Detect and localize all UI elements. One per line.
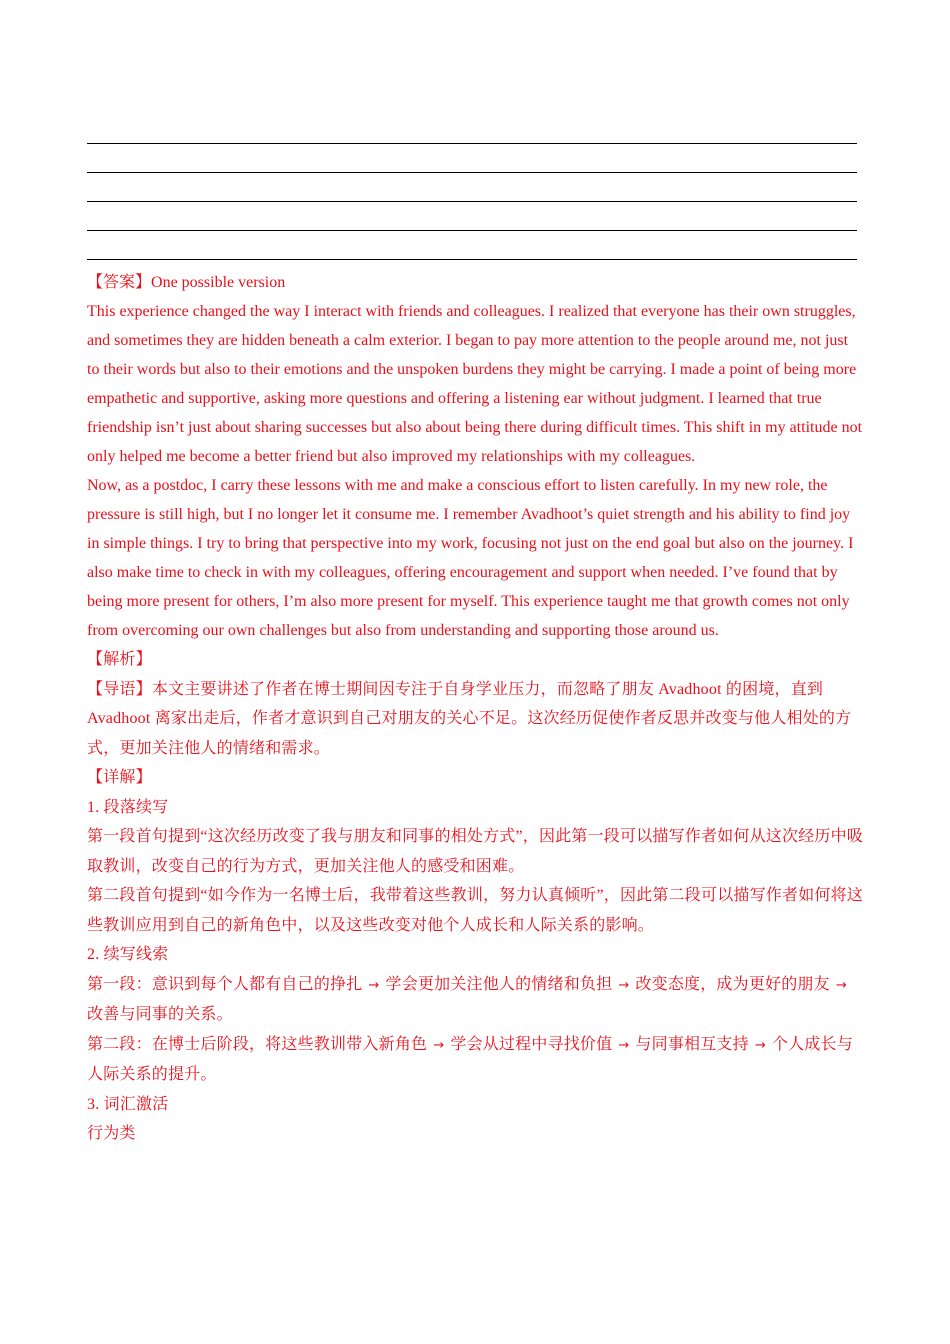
answer-paragraph-1: This experience changed the way I interact with friends and colleagues. I realized that everyone has their own struggles, and sometimes they are hidden beneath a calm exterior. I began to pay more attention to the people around me, not just to their words but also to their emotions and the unspoken burdens they might be carrying. I made a point of being more empathetic and supportive, asking more questions and offering a listening ear without judgment. I learned that true friendship isn’t just about sharing successes but also about being there during difficult times. This shift in my attitude not only helped me become a better friend but also improved my relationships with my colleagues. <box>87 303 863 465</box>
clue1-step: 学会更加关注他人的情绪和负担 <box>385 975 613 993</box>
detail-label: 【详解】 <box>87 769 152 786</box>
section3-title: 3. 词汇激活 <box>87 1095 169 1113</box>
arrow-icon: → <box>618 977 630 993</box>
analysis-label: 【解析】 <box>87 651 152 668</box>
clue1-step: 改变态度，成为更好的朋友 <box>635 975 830 993</box>
writing-line <box>87 172 857 173</box>
section1-title: 1. 段落续写 <box>87 798 169 816</box>
clue2-step: 学会从过程中寻找价值 <box>450 1035 613 1053</box>
answer-label: 【答案】 <box>87 274 152 291</box>
answer-heading <box>87 268 863 297</box>
clue1-prefix: 第一段： <box>87 975 152 993</box>
writing-line <box>87 230 857 231</box>
section1-paragraph-2: 第二段首句提到“如今作为一名博士后，我带着这些教训，努力认真倾听”，因此第二段可以描写作者如何将这些教训应用到自己的新角色中，以及这些改变对他个人成长和人际关系的影响。 <box>87 887 864 934</box>
arrow-icon: → <box>835 977 847 993</box>
clue1-step: 意识到每个人都有自己的挣扎 <box>151 975 363 993</box>
section2-title: 2. 续写线索 <box>87 946 169 963</box>
clue2-prefix: 第二段： <box>87 1035 152 1053</box>
writing-line <box>87 259 857 260</box>
arrow-icon: → <box>368 977 380 993</box>
clue2-step: 与同事相互支持 <box>635 1035 749 1053</box>
section1-paragraph-1: 第一段首句提到“这次经历改变了我与朋友和同事的相处方式”，因此第一段可以描写作者如何从这次经历中吸取教训，改变自己的行为方式，更加关注他人的感受和困难。 <box>87 828 864 875</box>
arrow-icon: → <box>754 1037 766 1053</box>
answer-paragraph-2: Now, as a postdoc, I carry these lessons with me and make a conscious effort to listen carefully. In my new role, the pressure is still high, but I no longer let it consume me. I remember Avadhoot’s quiet strength and his ability to find joy in simple things. I try to bring that perspective into my work, focusing not just on the end goal but also on the journey. I also make time to check in with my colleagues, offering encouragement and support when needed. I’ve found that by being more present for others, I’m also more present for myself. This experience taught me that growth comes not only from overcoming our own challenges but also from understanding and supporting those around us. <box>87 477 854 639</box>
writing-line <box>87 143 857 144</box>
section3-subtitle: 行为类 <box>87 1125 136 1142</box>
clue1-step: 改善与同事的关系。 <box>87 1006 233 1023</box>
answer-version: One possible version <box>151 274 286 291</box>
writing-line <box>87 201 857 202</box>
arrow-icon: → <box>433 1037 445 1053</box>
guide-label: 【导语】 <box>87 680 152 698</box>
guide-text: 本文主要讲述了作者在博士期间因专注于自身学业压力，而忽略了朋友 Avadhoot 的困境，直到 Avadhoot 离家出走后，作者才意识到自己对朋友的关心不足。这次经历促使作者反思并改变与他人相处的方式，更加关注他人的情绪和需求。 <box>87 680 852 757</box>
clue2-step: 个人成长与人际关系的提升。 <box>87 1035 853 1083</box>
answer-content <box>87 268 863 1149</box>
clue-paragraph-1 <box>87 970 863 1030</box>
arrow-icon: → <box>618 1037 630 1053</box>
clue2-step: 在博士后阶段，将这些教训带入新角色 <box>151 1035 428 1053</box>
clue-paragraph-2 <box>87 1030 863 1090</box>
guide-paragraph <box>87 675 863 764</box>
